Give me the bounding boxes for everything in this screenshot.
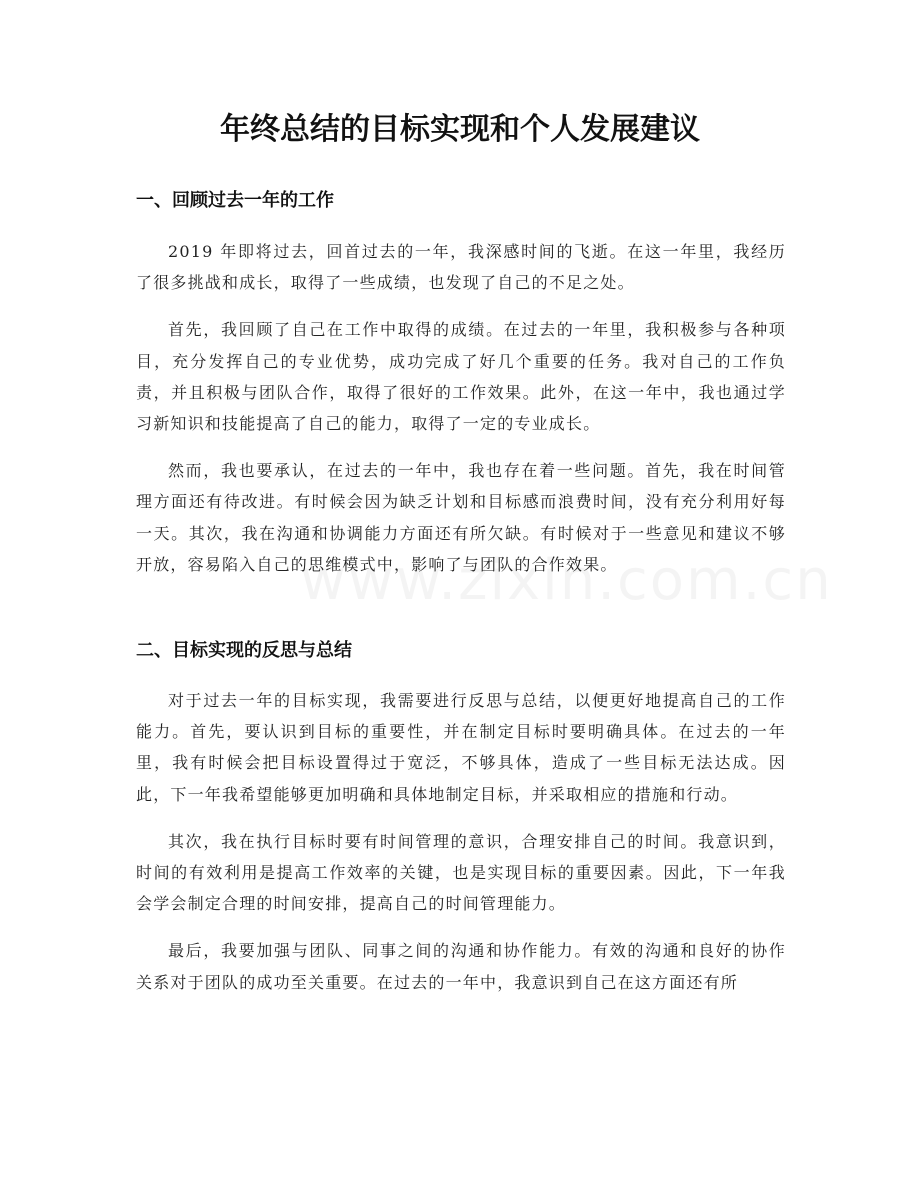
paragraph: 对于过去一年的目标实现，我需要进行反思与总结，以便更好地提高自己的工作能力。首先，要认识到目标的重要性，并在制定目标时要明确具体。在过去的一年里，我有时候会把目标设置得过于宽泛，不够具体，造成了一些目标无法达成。因此，下一年我希望能够更加明确和具体地制定目标，并采取相应的措施和行动。 [136, 691, 786, 804]
paragraph: 然而，我也要承认，在过去的一年中，我也存在着一些问题。首先，我在时间管理方面还有待改进。有时候会因为缺乏计划和目标感而浪费时间，没有充分利用好每一天。其次，我在沟通和协调能力方面还有所欠缺。有时候对于一些意见和建议不够开放，容易陷入自己的思维模式中，影响了与团队的合作效果。 [136, 461, 786, 574]
paragraph: 最后，我要加强与团队、同事之间的沟通和协作能力。有效的沟通和良好的协作关系对于团队的成功至关重要。在过去的一年中，我意识到自己在这方面还有所 [136, 941, 786, 992]
section-heading-1: 一、回顾过去一年的工作 [136, 190, 334, 211]
document-title: 年终总结的目标实现和个人发展建议 [220, 112, 700, 147]
section-2-body [136, 685, 786, 998]
paragraph: 2019 年即将过去，回首过去的一年，我深感时间的飞逝。在这一年里，我经历了很多挑战和成长，取得了一些成绩，也发现了自己的不足之处。 [136, 242, 786, 293]
paragraph: 其次，我在执行目标时要有时间管理的意识，合理安排自己的时间。我意识到，时间的有效利用是提高工作效率的关键，也是实现目标的重要因素。因此，下一年我会学会制定合理的时间安排，提高自己的时间管理能力。 [136, 831, 786, 914]
section-heading-2: 二、目标实现的反思与总结 [136, 640, 352, 661]
section-1-body [136, 236, 786, 580]
paragraph: 首先，我回顾了自己在工作中取得的成绩。在过去的一年里，我积极参与各种项目，充分发挥自己的专业优势，成功完成了好几个重要的任务。我对自己的工作负责，并且积极与团队合作，取得了很好的工作效果。此外，在这一年中，我也通过学习新知识和技能提高了自己的能力，取得了一定的专业成长。 [136, 320, 786, 434]
